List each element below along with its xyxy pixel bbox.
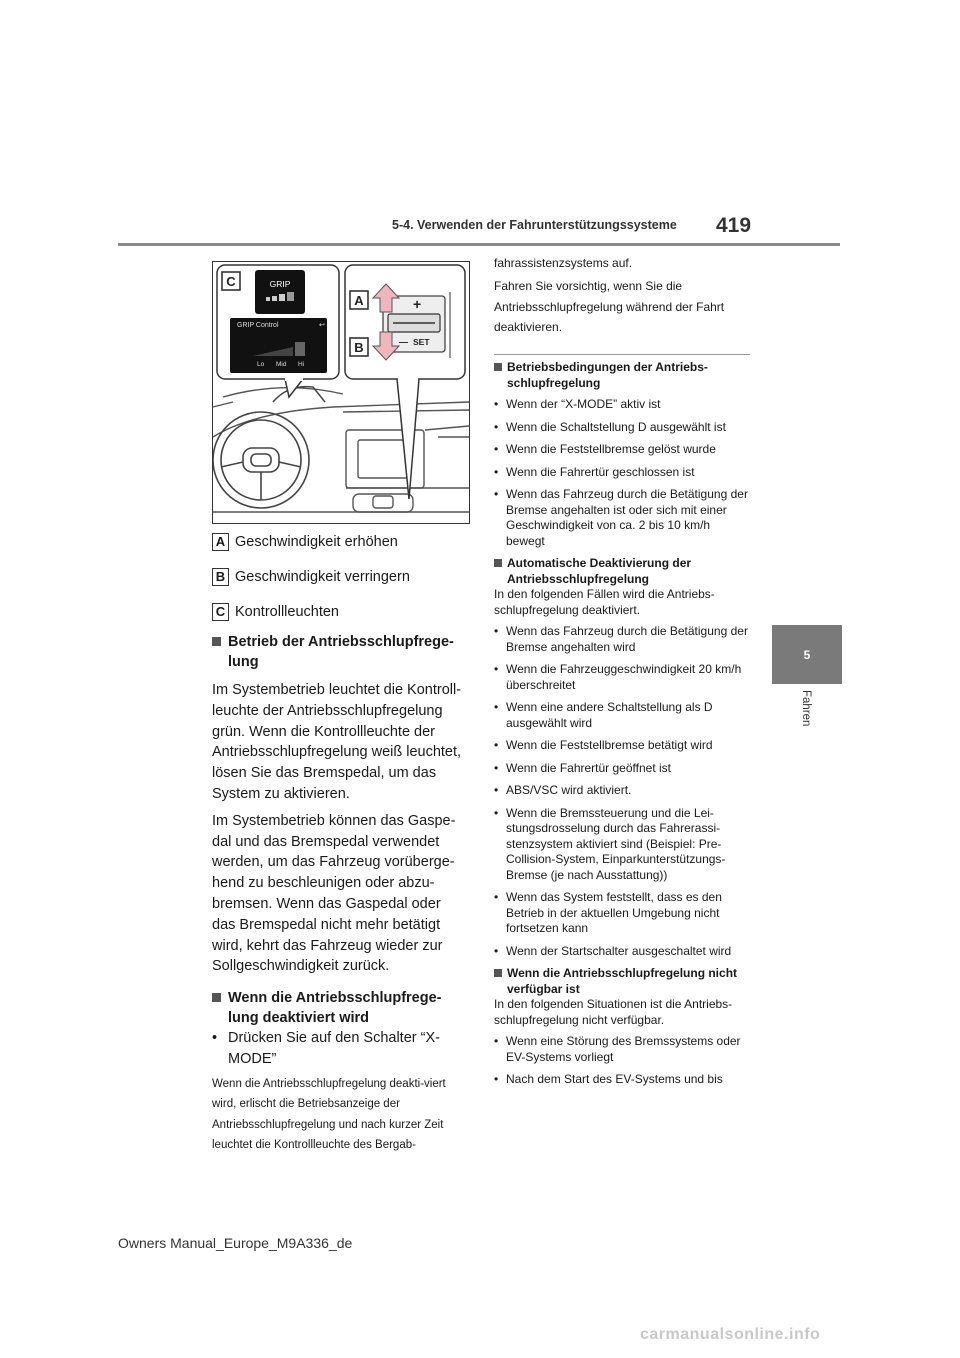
bullet-icon: • xyxy=(494,397,499,411)
bullet-icon: • xyxy=(494,624,499,638)
auto-deactivation-list xyxy=(494,624,750,959)
bullet-icon: • xyxy=(494,464,499,479)
heading-marker-icon xyxy=(494,363,502,371)
bullet-icon: • xyxy=(494,760,499,775)
switch-set: SET xyxy=(413,337,430,347)
list-item-text: Wenn die Fahrzeuggeschwindigkeit 20 km/h überschreitet xyxy=(506,662,742,692)
continued-text: fahrassistenzsystems auf. xyxy=(494,256,633,270)
page-number: 419 xyxy=(716,214,752,237)
list-item-text: Wenn das Fahrzeug durch die Betätigung der Bremse angehalten ist oder sich mit einer Geschwindigkeit von ca. 2 bis 10 km/h bewegt xyxy=(506,487,748,548)
deactivate-bullet-text: Drücken Sie auf den Schalter “X-MODE” xyxy=(228,1030,440,1067)
list-item xyxy=(494,738,750,754)
legend-b-text: Geschwindigkeit verringern xyxy=(235,569,410,585)
bullet-icon: • xyxy=(494,662,499,676)
right-column-intro xyxy=(494,253,750,337)
heading-marker-icon xyxy=(212,993,221,1002)
unavailable-heading-text: Wenn die Antriebsschlupfregelung nicht verfügbar ist xyxy=(507,966,738,996)
list-item xyxy=(494,700,750,731)
callout-a: A xyxy=(354,293,364,308)
heading-marker-icon xyxy=(212,637,221,646)
list-item xyxy=(494,806,750,884)
list-item xyxy=(494,1034,750,1065)
list-item-text: Wenn die Schaltstellung D ausgewählt ist xyxy=(506,419,726,434)
footer-manual-id: Owners Manual_Europe_M9A336_de xyxy=(118,1235,353,1251)
list-item-text: Wenn die Bremssteuerung und die Lei-stungsdrosselung durch das Fahrerassi-stenzsystem aktiviert sind (Beispiel: Pre-Collision-System, Einparkunterstützungs-Bremse (je nach Ausstattung)) xyxy=(506,805,726,882)
bullet-icon: • xyxy=(494,783,499,797)
dashboard-drawing xyxy=(213,262,469,523)
list-item xyxy=(494,1072,750,1088)
list-item xyxy=(494,662,750,693)
list-item-text: Wenn die Feststellbremse betätigt wird xyxy=(506,738,713,752)
list-item xyxy=(494,442,750,458)
unavailable-intro: In den folgenden Situationen ist die Antriebs-schlupfregelung nicht verfügbar. xyxy=(494,997,733,1027)
section-title: 5-4. Verwenden der Fahrunterstützungssysteme xyxy=(392,218,677,232)
list-item xyxy=(494,944,750,960)
section-operation-heading-text: Betrieb der Antriebsschlupfrege-lung xyxy=(228,634,454,670)
legend-a xyxy=(212,533,398,551)
list-item xyxy=(494,397,750,413)
deactivate-bullet: • Drücken Sie auf den Schalter “X-MODE” xyxy=(212,1028,468,1070)
conditions-list xyxy=(494,397,750,549)
legend-b-badge: B xyxy=(212,568,229,586)
list-item xyxy=(494,465,750,481)
bullet-icon: • xyxy=(494,805,499,820)
list-item-text: Wenn das Fahrzeug durch die Betätigung der Bremse angehalten wird xyxy=(506,624,748,654)
bullet-icon: • xyxy=(494,1072,499,1086)
list-item xyxy=(494,624,750,655)
auto-deactivation-intro: In den folgenden Fällen wird die Antriebs-schlupfregelung deaktiviert. xyxy=(494,587,715,617)
legend-a-text: Geschwindigkeit erhöhen xyxy=(235,534,398,550)
bullet-icon: • xyxy=(494,738,499,752)
bullet-icon: • xyxy=(494,442,499,456)
list-item-text: Nach dem Start des EV-Systems und bis xyxy=(506,1072,723,1086)
legend-a-badge: A xyxy=(212,533,229,551)
watermark: carmanualsonline.info xyxy=(640,1326,821,1343)
grip-control-label: GRIP Control xyxy=(237,322,279,329)
section-operation-heading xyxy=(212,632,468,672)
unavailable-list xyxy=(494,1034,750,1088)
bullet-icon: • xyxy=(494,890,499,904)
bullet-icon: • xyxy=(494,1034,499,1048)
list-item-text: Wenn eine Störung des Bremssystems oder EV-Systems vorliegt xyxy=(506,1034,741,1064)
auto-deactivation-heading xyxy=(494,556,750,587)
scale-label-mid: Mid xyxy=(276,361,287,368)
bullet-icon: • xyxy=(494,943,499,958)
scale-label-lo: Lo xyxy=(257,361,265,368)
grip-indicator-label: GRIP xyxy=(269,279,291,289)
chapter-number: 5 xyxy=(803,647,811,662)
list-item xyxy=(494,487,750,549)
legend-c-text: Kontrollleuchten xyxy=(235,604,339,620)
switch-minus: — xyxy=(399,337,408,347)
list-item-text: Wenn das System feststellt, dass es den Betrieb in der aktuellen Umgebung nicht fortsetzen kann xyxy=(506,890,722,935)
left-column xyxy=(212,632,468,1155)
caution-text: Fahren Sie vorsichtig, wenn Sie die Antriebsschlupfregelung während der Fahrt deaktivieren. xyxy=(494,279,725,334)
bullet-icon: • xyxy=(494,700,499,714)
list-item-text: Wenn eine andere Schaltstellung als D ausgewählt wird xyxy=(506,700,713,730)
chapter-label xyxy=(772,690,842,750)
dashboard-illustration xyxy=(212,261,470,524)
bullet-icon: • xyxy=(494,487,499,501)
list-item-text: Wenn die Fahrertür geschlossen ist xyxy=(506,464,695,479)
right-column xyxy=(494,360,750,1095)
legend-c-badge: C xyxy=(212,603,229,621)
heading-marker-icon xyxy=(494,969,502,977)
list-item xyxy=(494,783,750,799)
list-item-text: Wenn die Feststellbremse gelöst wurde xyxy=(506,442,716,456)
chapter-label-text: Fahren xyxy=(800,690,812,727)
chapter-tab xyxy=(772,625,842,684)
section-deactivate-heading-text: Wenn die Antriebsschlupfrege-lung deaktiviert wird xyxy=(228,990,442,1027)
list-item xyxy=(494,420,750,436)
heading-marker-icon xyxy=(494,559,502,567)
switch-plus: + xyxy=(413,296,422,312)
conditions-heading-text: Betriebsbedingungen der Antriebs-schlupfregelung xyxy=(507,360,708,390)
unavailable-heading xyxy=(494,966,750,997)
list-item-text: Wenn der Startschalter ausgeschaltet wird xyxy=(506,943,732,958)
svg-text:↩: ↩ xyxy=(319,322,325,329)
bullet-icon: • xyxy=(494,419,499,434)
list-item-text: ABS/VSC wird aktiviert. xyxy=(506,783,632,797)
header-divider xyxy=(118,243,840,246)
list-item-text: Wenn der “X-MODE” aktiv ist xyxy=(506,397,661,411)
list-item xyxy=(494,890,750,937)
legend-c xyxy=(212,603,339,621)
list-item xyxy=(494,761,750,777)
list-item-text: Wenn die Fahrertür geöffnet ist xyxy=(506,760,671,775)
auto-deactivation-heading-text: Automatische Deaktivierung der Antriebsschlupfregelung xyxy=(507,556,692,586)
conditions-heading xyxy=(494,360,750,391)
section-deactivate-heading xyxy=(212,988,468,1028)
column-divider xyxy=(494,354,750,355)
deactivate-note: Wenn die Antriebsschlupfregelung deakti-viert wird, erlischt die Betriebsanzeige der Antriebsschlupfregelung und nach kurzer Zeit leuchtet die Kontrollleuchte des Bergab- xyxy=(212,1077,446,1151)
scale-label-hi: Hi xyxy=(298,361,305,368)
callout-b: B xyxy=(354,340,364,355)
operation-paragraph-2: Im Systembetrieb können das Gaspe-dal und das Bremspedal verwendet werden, um das Fahrzeug vorüberge-hend zu beschleunigen oder abzu-bremsen. Wenn das Gaspedal oder das Bremspedal nicht mehr betätigt wird, kehrt das Fahrzeug wieder zur Sollgeschwindigkeit zurück. xyxy=(212,812,456,975)
operation-paragraph-1: Im Systembetrieb leuchtet die Kontroll-leuchte der Antriebsschlupfregelung grün. Wenn die Kontrollleuchte der Antriebsschlupfregelung weiß leuchtet, lösen Sie das Bremspedal, um das System zu aktivieren. xyxy=(212,682,462,802)
callout-c: C xyxy=(226,274,236,289)
legend-b xyxy=(212,568,410,586)
